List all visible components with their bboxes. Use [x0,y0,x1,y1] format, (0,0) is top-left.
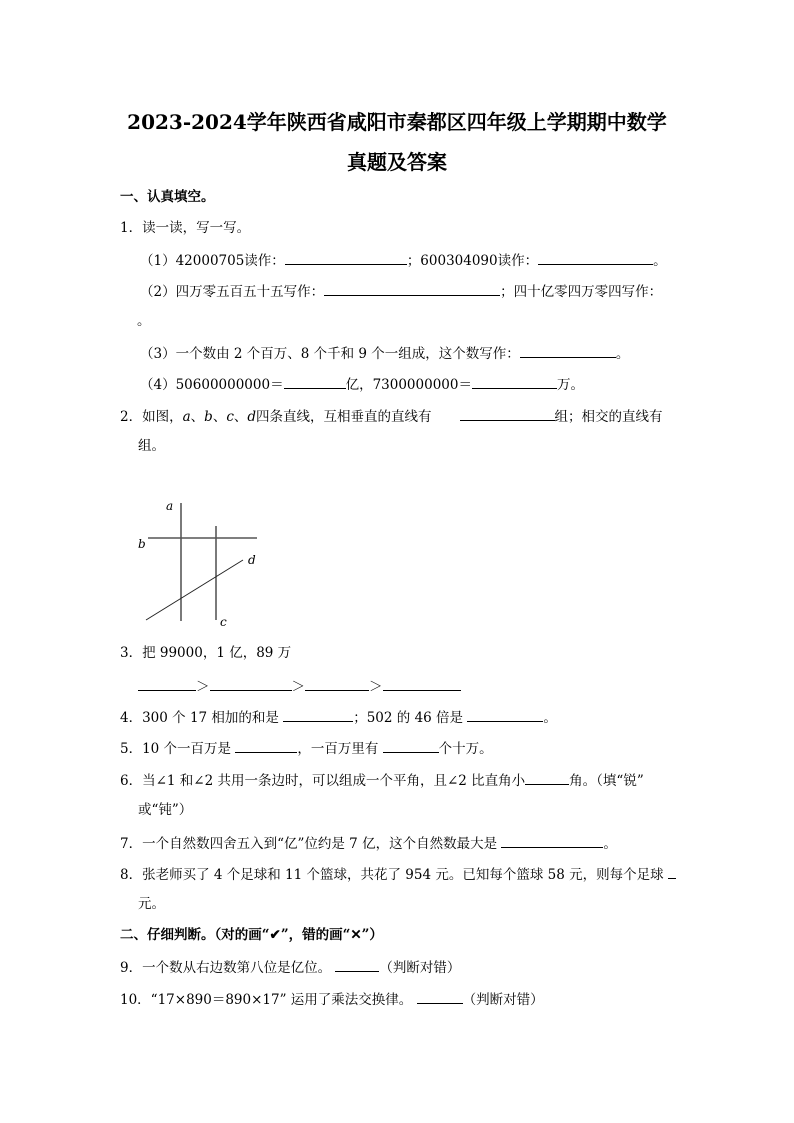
text: 5．10 个一百万是 [120,741,232,757]
answer-blank[interactable] [335,957,379,972]
answer-blank[interactable] [467,707,543,722]
text: 。 [543,710,557,726]
text: ；600304090读作： [406,253,539,269]
question-8 [120,864,676,884]
question-2-end: 组。 [138,438,165,454]
answer-blank[interactable] [283,707,353,722]
doc-title-line1: 2023-2024学年陕西省咸阳市秦都区四年级上学期期中数学 [127,110,667,134]
answer-blank[interactable] [668,864,676,879]
text: 万。 [556,377,584,393]
answer-blank[interactable] [305,676,369,691]
gt: ＞ [369,679,383,695]
answer-blank[interactable] [525,770,569,785]
answer-blank[interactable] [210,676,292,691]
gt: ＞ [196,679,210,695]
sep: 、 [190,409,205,425]
text: ，一百万里有 [297,741,379,757]
question-1-part-2-end: 。 [137,313,151,329]
answer-blank[interactable] [383,738,439,753]
var-b: b [204,409,213,425]
text: 组；相交的直线有 [554,409,663,425]
text: （2）四万零五百五十五写作： [140,284,325,300]
sep: 、 [212,409,227,425]
text: （判断对错） [462,992,544,1008]
text: 个十万。 [438,741,493,757]
text: 。 [603,836,617,852]
section-heading-2: 二、仔细判断。（对的画“✔”，错的画“✕”） [120,927,383,943]
question-4 [120,707,557,727]
text: 8．张老师买了 4 个足球和 11 个篮球，共花了 954 元。已知每个篮球 58 元，则每个足球 [120,867,664,883]
text: 2．如图， [120,409,183,425]
text: （1）42000705读作： [140,253,285,269]
question-9 [120,957,460,977]
text: （判断对错） [379,960,461,976]
text: ；四十亿零四万零四写作： [500,284,663,300]
text: 四条直线，互相垂直的直线有 [256,409,432,425]
label-a: a [166,499,174,513]
question-3-stem: 3．把 99000，1 亿，89 万 [120,645,292,661]
answer-blank[interactable] [235,738,297,753]
text: 4．300 个 17 相加的和是 [120,710,279,726]
question-3-blanks [138,676,461,696]
text: （3）一个数由 2 个百万、8 个千和 9 个一组成，这个数写作： [140,346,520,362]
answer-blank[interactable] [383,676,461,691]
question-1-stem: 1．读一读，写一写。 [120,220,251,236]
question-5 [120,738,493,758]
question-6-end: 或“钝”） [138,802,193,818]
text: 。 [615,346,630,362]
doc-title-line2: 真题及答案 [347,150,447,174]
text: ；502 的 46 倍是 [353,710,464,726]
line-d [146,560,243,620]
text: 6．当∠1 和∠2 共用一条边时，可以组成一个平角，且∠2 比直角小 [120,773,526,789]
label-c: c [220,615,227,629]
text: 亿，7300000000＝ [345,377,472,393]
var-d: d [247,409,257,425]
answer-blank[interactable] [138,676,196,691]
gt: ＞ [291,679,305,695]
label-d: d [248,553,256,567]
sep: 、 [233,409,248,425]
text: 角。（填“锐” [569,773,644,789]
text: 10．“17×890＝890×17” 运用了乘法交换律。 [120,992,413,1008]
question-10 [120,989,544,1009]
label-b: b [138,537,146,551]
var-c: c [226,409,234,425]
question-6 [120,770,644,790]
answer-blank[interactable] [417,989,463,1004]
question-8-end: 元。 [138,896,165,912]
text: 7．一个自然数四舍五入到“亿”位约是 7 亿，这个自然数最大是 [120,836,498,852]
text: （4）50600000000＝ [140,377,284,393]
section-heading-1: 一、认真填空。 [120,189,215,205]
text: 。 [653,253,667,269]
question-7 [120,833,617,853]
var-a: a [182,409,191,425]
text: 9．一个数从右边数第八位是亿位。 [120,960,332,976]
answer-blank[interactable] [501,833,603,848]
